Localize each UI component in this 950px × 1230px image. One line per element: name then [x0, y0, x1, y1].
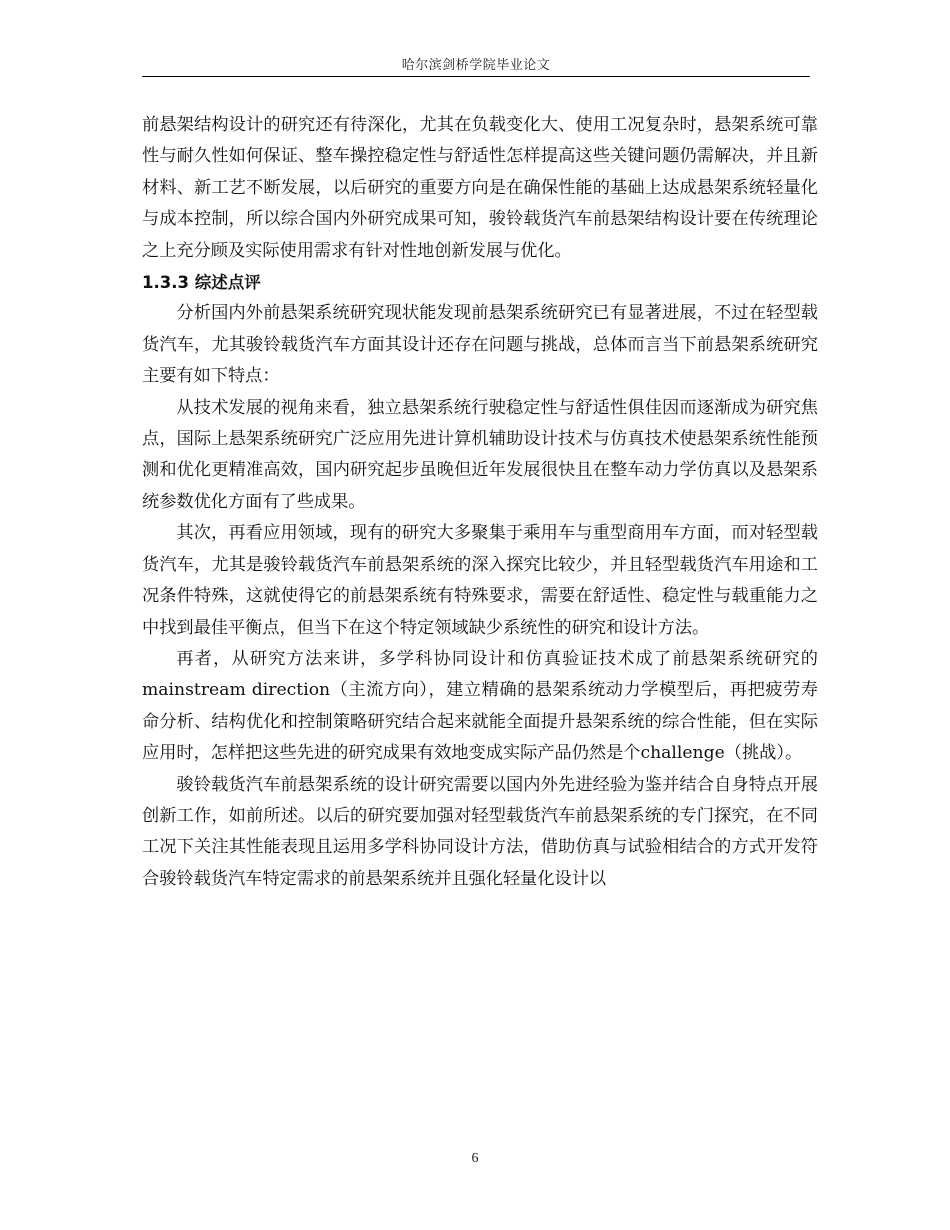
paragraph: 分析国内外前悬架系统研究现状能发现前悬架系统研究已有显著进展，不过在轻型载货汽车，尤其骏铃载货汽车方面其设计还存在问题与挑战，总体而言当下前悬架系统研究主要有如下特点：	[142, 303, 818, 387]
running-header: 哈尔滨剑桥学院毕业论文	[401, 58, 551, 73]
paragraph: 骏铃载货汽车前悬架系统的设计研究需要以国内外先进经验为鉴并结合自身特点开展创新工作，如前所述。以后的研究要加强对轻型载货汽车前悬架系统的专门探究，在不同工况下关注其性能表现且运用多学科协同设计方法，借助仿真与试验相结合的方式开发符合骏铃载货汽车特定需求的前悬架系统并且强化轻量化设计以	[142, 774, 818, 889]
header-divider	[142, 76, 810, 77]
paragraph-continued: 前悬架结构设计的研究还有待深化，尤其在负载变化大、使用工况复杂时，悬架系统可靠性与耐久性如何保证、整车操控稳定性与舒适性怎样提高这些关键问题仍需解决，并且新材料、新工艺不断发展，以后研究的重要方向是在确保性能的基础上达成悬架系统轻量化与成本控制，所以综合国内外研究成果可知，骏铃载货汽车前悬架结构设计要在传统理论之上充分顾及实际使用需求有针对性地创新发展与优化。	[142, 115, 818, 261]
body-text	[142, 110, 818, 895]
paragraph: 再者，从研究方法来讲，多学科协同设计和仿真验证技术成了前悬架系统研究的 mainstream direction（主流方向），建立精确的悬架系统动力学模型后，再把疲劳寿命分析、结构优化和控制策略研究结合起来就能全面提升悬架系统的综合性能，但在实际应用时，怎样把这些先进的研究成果有效地变成实际产品仍然是个challenge（挑战）。	[142, 648, 818, 764]
paragraph: 从技术发展的视角来看，独立悬架系统行驶稳定性与舒适性俱佳因而逐渐成为研究焦点，国际上悬架系统研究广泛应用先进计算机辅助设计技术与仿真技术使悬架系统性能预测和优化更精准高效，国内研究起步虽晚但近年发展很快且在整车动力学仿真以及悬架系统参数优化方面有了些成果。	[142, 397, 818, 512]
section-heading: 1.3.3 综述点评	[142, 273, 261, 293]
page-number: 6	[471, 1151, 479, 1166]
paragraph: 其次，再看应用领域，现有的研究大多聚集于乘用车与重型商用车方面，而对轻型载货汽车，尤其是骏铃载货汽车前悬架系统的深入探究比较少，并且轻型载货汽车用途和工况条件特殊，这就使得它的前悬架系统有特殊要求，需要在舒适性、稳定性与载重能力之中找到最佳平衡点，但当下在这个特定领域缺少系统性的研究和设计方法。	[142, 523, 818, 638]
